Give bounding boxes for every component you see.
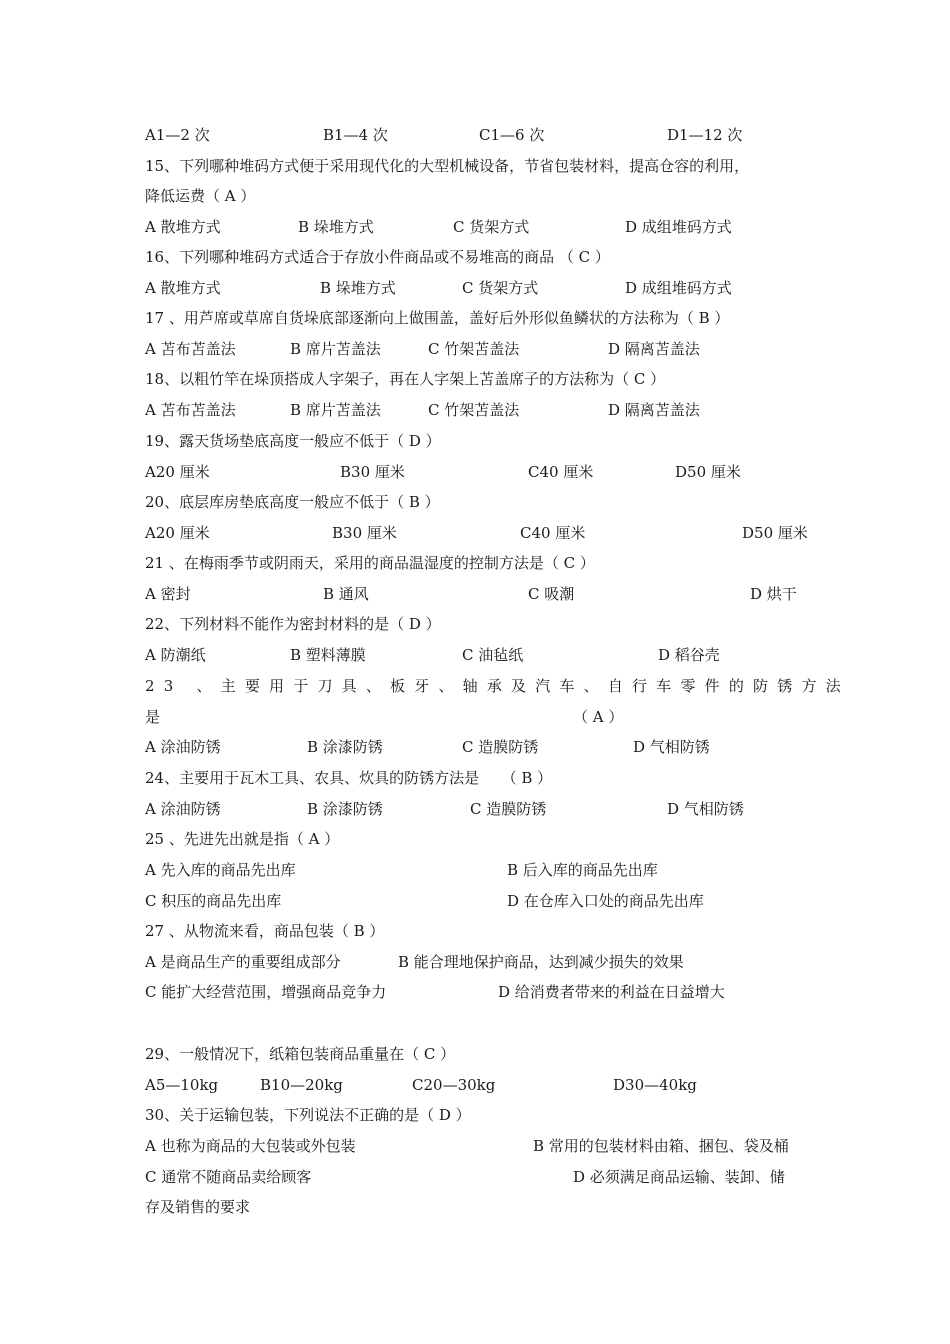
q16-option-b: B 垛堆方式 bbox=[320, 279, 396, 297]
q29-option-b: B10—20kg bbox=[260, 1076, 343, 1094]
q18-option-c: C 竹架苫盖法 bbox=[428, 401, 520, 419]
q15-option-d: D 成组堆码方式 bbox=[625, 218, 732, 236]
q27-option-d: D 给消费者带来的利益在日益增大 bbox=[498, 983, 725, 1001]
q22-option-b: B 塑料薄膜 bbox=[290, 646, 366, 664]
q23-option-d: D 气相防锈 bbox=[633, 738, 710, 756]
q30-option-d: D 必须满足商品运输、装卸、储 bbox=[573, 1168, 785, 1186]
q15-options bbox=[145, 212, 810, 242]
q21-option-b: B 通风 bbox=[323, 585, 369, 603]
q20-option-a: A20 厘米 bbox=[145, 524, 210, 542]
q19-option-d: D50 厘米 bbox=[675, 463, 741, 481]
q27-option-a: A 是商品生产的重要组成部分 bbox=[145, 953, 341, 971]
q24-option-d: D 气相防锈 bbox=[667, 800, 744, 818]
q19-question: 19、露天货场垫底高度一般应不低于（ D ） bbox=[145, 432, 441, 450]
q22-option-c: C 油毡纸 bbox=[462, 646, 524, 664]
q16-option-d: D 成组堆码方式 bbox=[625, 279, 732, 297]
q27-options-row1 bbox=[145, 947, 810, 977]
q29-option-a: A5—10kg bbox=[145, 1076, 219, 1094]
q19-option-b: B30 厘米 bbox=[340, 463, 405, 481]
q25-option-b: B 后入库的商品先出库 bbox=[507, 861, 658, 879]
q17-question: 17 、用芦席或草席自货垛底部逐渐向上做围盖，盖好后外形似鱼鳞状的方法称为（ B ） bbox=[145, 309, 730, 327]
q24-option-a: A 涂油防锈 bbox=[145, 800, 221, 818]
q30-options-row2 bbox=[145, 1162, 810, 1192]
q23-question-line1: 23 、主要用于刀具、板牙、轴承及汽车、自行车零件的防锈方法 bbox=[145, 677, 850, 695]
q29-options bbox=[145, 1070, 810, 1100]
q17-option-a: A 苫布苫盖法 bbox=[145, 340, 236, 358]
q23-option-c: C 造膜防锈 bbox=[462, 738, 539, 756]
q22-option-a: A 防潮纸 bbox=[145, 646, 206, 664]
q21-option-a: A 密封 bbox=[145, 585, 191, 603]
q25-option-c: C 积压的商品先出库 bbox=[145, 892, 282, 910]
q16-question: 16、下列哪种堆码方式适合于存放小件商品或不易堆高的商品 （ C ） bbox=[145, 248, 610, 266]
q25-options-row1 bbox=[145, 855, 810, 885]
q20-option-c: C40 厘米 bbox=[520, 524, 586, 542]
q17-option-b: B 席片苫盖法 bbox=[290, 340, 381, 358]
q29-question: 29、一般情况下，纸箱包装商品重量在（ C ） bbox=[145, 1045, 456, 1063]
q20-options bbox=[145, 518, 810, 548]
q29-option-d: D30—40kg bbox=[613, 1076, 697, 1094]
q25-option-a: A 先入库的商品先出库 bbox=[145, 861, 296, 879]
q23-question-tail: 是 bbox=[145, 708, 161, 726]
q17-option-d: D 隔离苫盖法 bbox=[608, 340, 700, 358]
q22-option-d: D 稻谷壳 bbox=[658, 646, 720, 664]
q29-option-c: C20—30kg bbox=[412, 1076, 496, 1094]
q22-question: 22、下列材料不能作为密封材料的是（ D ） bbox=[145, 615, 441, 633]
q23-option-a: A 涂油防锈 bbox=[145, 738, 221, 756]
q18-option-b: B 席片苫盖法 bbox=[290, 401, 381, 419]
q30-option-d-continuation: 存及销售的要求 bbox=[145, 1198, 251, 1216]
q18-option-a: A 苫布苫盖法 bbox=[145, 401, 236, 419]
q18-option-d: D 隔离苫盖法 bbox=[608, 401, 700, 419]
q18-options bbox=[145, 395, 810, 425]
q24-options bbox=[145, 794, 810, 824]
q24-question: 24、主要用于瓦木工具、农具、炊具的防锈方法是 （ B ） bbox=[145, 769, 553, 787]
q21-options bbox=[145, 579, 810, 609]
q24-option-b: B 涂漆防锈 bbox=[307, 800, 383, 818]
q30-option-b: B 常用的包装材料由箱、捆包、袋及桶 bbox=[533, 1137, 789, 1155]
q15-option-c: C 货架方式 bbox=[453, 218, 530, 236]
q19-option-c: C40 厘米 bbox=[528, 463, 594, 481]
q27-options-row2 bbox=[145, 977, 810, 1007]
q14-option-a: A1—2 次 bbox=[145, 126, 210, 144]
q15-option-b: B 垛堆方式 bbox=[298, 218, 374, 236]
q15-question-line2: 降低运费（ A ） bbox=[145, 187, 256, 205]
q20-question: 20、底层库房垫底高度一般应不低于（ B ） bbox=[145, 493, 440, 511]
q14-options bbox=[145, 120, 810, 150]
q19-options bbox=[145, 457, 810, 487]
q19-option-a: A20 厘米 bbox=[145, 463, 210, 481]
q17-option-c: C 竹架苫盖法 bbox=[428, 340, 520, 358]
q25-question: 25 、先进先出就是指（ A ） bbox=[145, 830, 340, 848]
q20-option-d: D50 厘米 bbox=[742, 524, 808, 542]
q16-options bbox=[145, 273, 810, 303]
q30-options-row1 bbox=[145, 1131, 810, 1161]
q23-option-b: B 涂漆防锈 bbox=[307, 738, 383, 756]
q30-option-c: C 通常不随商品卖给顾客 bbox=[145, 1168, 312, 1186]
q15-option-a: A 散堆方式 bbox=[145, 218, 221, 236]
q30-option-a: A 也称为商品的大包装或外包装 bbox=[145, 1137, 356, 1155]
q15-question-line1: 15、下列哪种堆码方式便于采用现代化的大型机械设备，节省包装材料，提高仓容的利用， bbox=[145, 157, 750, 175]
q27-question: 27 、从物流来看，商品包装（ B ） bbox=[145, 922, 385, 940]
q23-question-line2 bbox=[145, 702, 810, 732]
q14-option-d: D1—12 次 bbox=[667, 126, 743, 144]
q14-option-c: C1—6 次 bbox=[479, 126, 545, 144]
q25-options-row2 bbox=[145, 886, 810, 916]
q27-option-b: B 能合理地保护商品，达到减少损失的效果 bbox=[398, 953, 684, 971]
q21-question: 21 、在梅雨季节或阴雨天，采用的商品温湿度的控制方法是（ C ） bbox=[145, 554, 595, 572]
q18-question: 18、以粗竹竿在垛顶搭成人字架子，再在人字架上苫盖席子的方法称为（ C ） bbox=[145, 370, 666, 388]
q21-option-c: C 吸潮 bbox=[528, 585, 575, 603]
q23-options bbox=[145, 732, 810, 762]
q16-option-c: C 货架方式 bbox=[462, 279, 539, 297]
q16-option-a: A 散堆方式 bbox=[145, 279, 221, 297]
q27-option-c: C 能扩大经营范围，增强商品竞争力 bbox=[145, 983, 387, 1001]
q23-answer: （ A ） bbox=[573, 708, 624, 726]
q20-option-b: B30 厘米 bbox=[332, 524, 397, 542]
q21-option-d: D 烘干 bbox=[750, 585, 797, 603]
q17-options bbox=[145, 334, 810, 364]
q14-option-b: B1—4 次 bbox=[323, 126, 388, 144]
q25-option-d: D 在仓库入口处的商品先出库 bbox=[507, 892, 704, 910]
q22-options bbox=[145, 640, 810, 670]
q30-question: 30、关于运输包装，下列说法不正确的是（ D ） bbox=[145, 1106, 471, 1124]
q24-option-c: C 造膜防锈 bbox=[470, 800, 547, 818]
